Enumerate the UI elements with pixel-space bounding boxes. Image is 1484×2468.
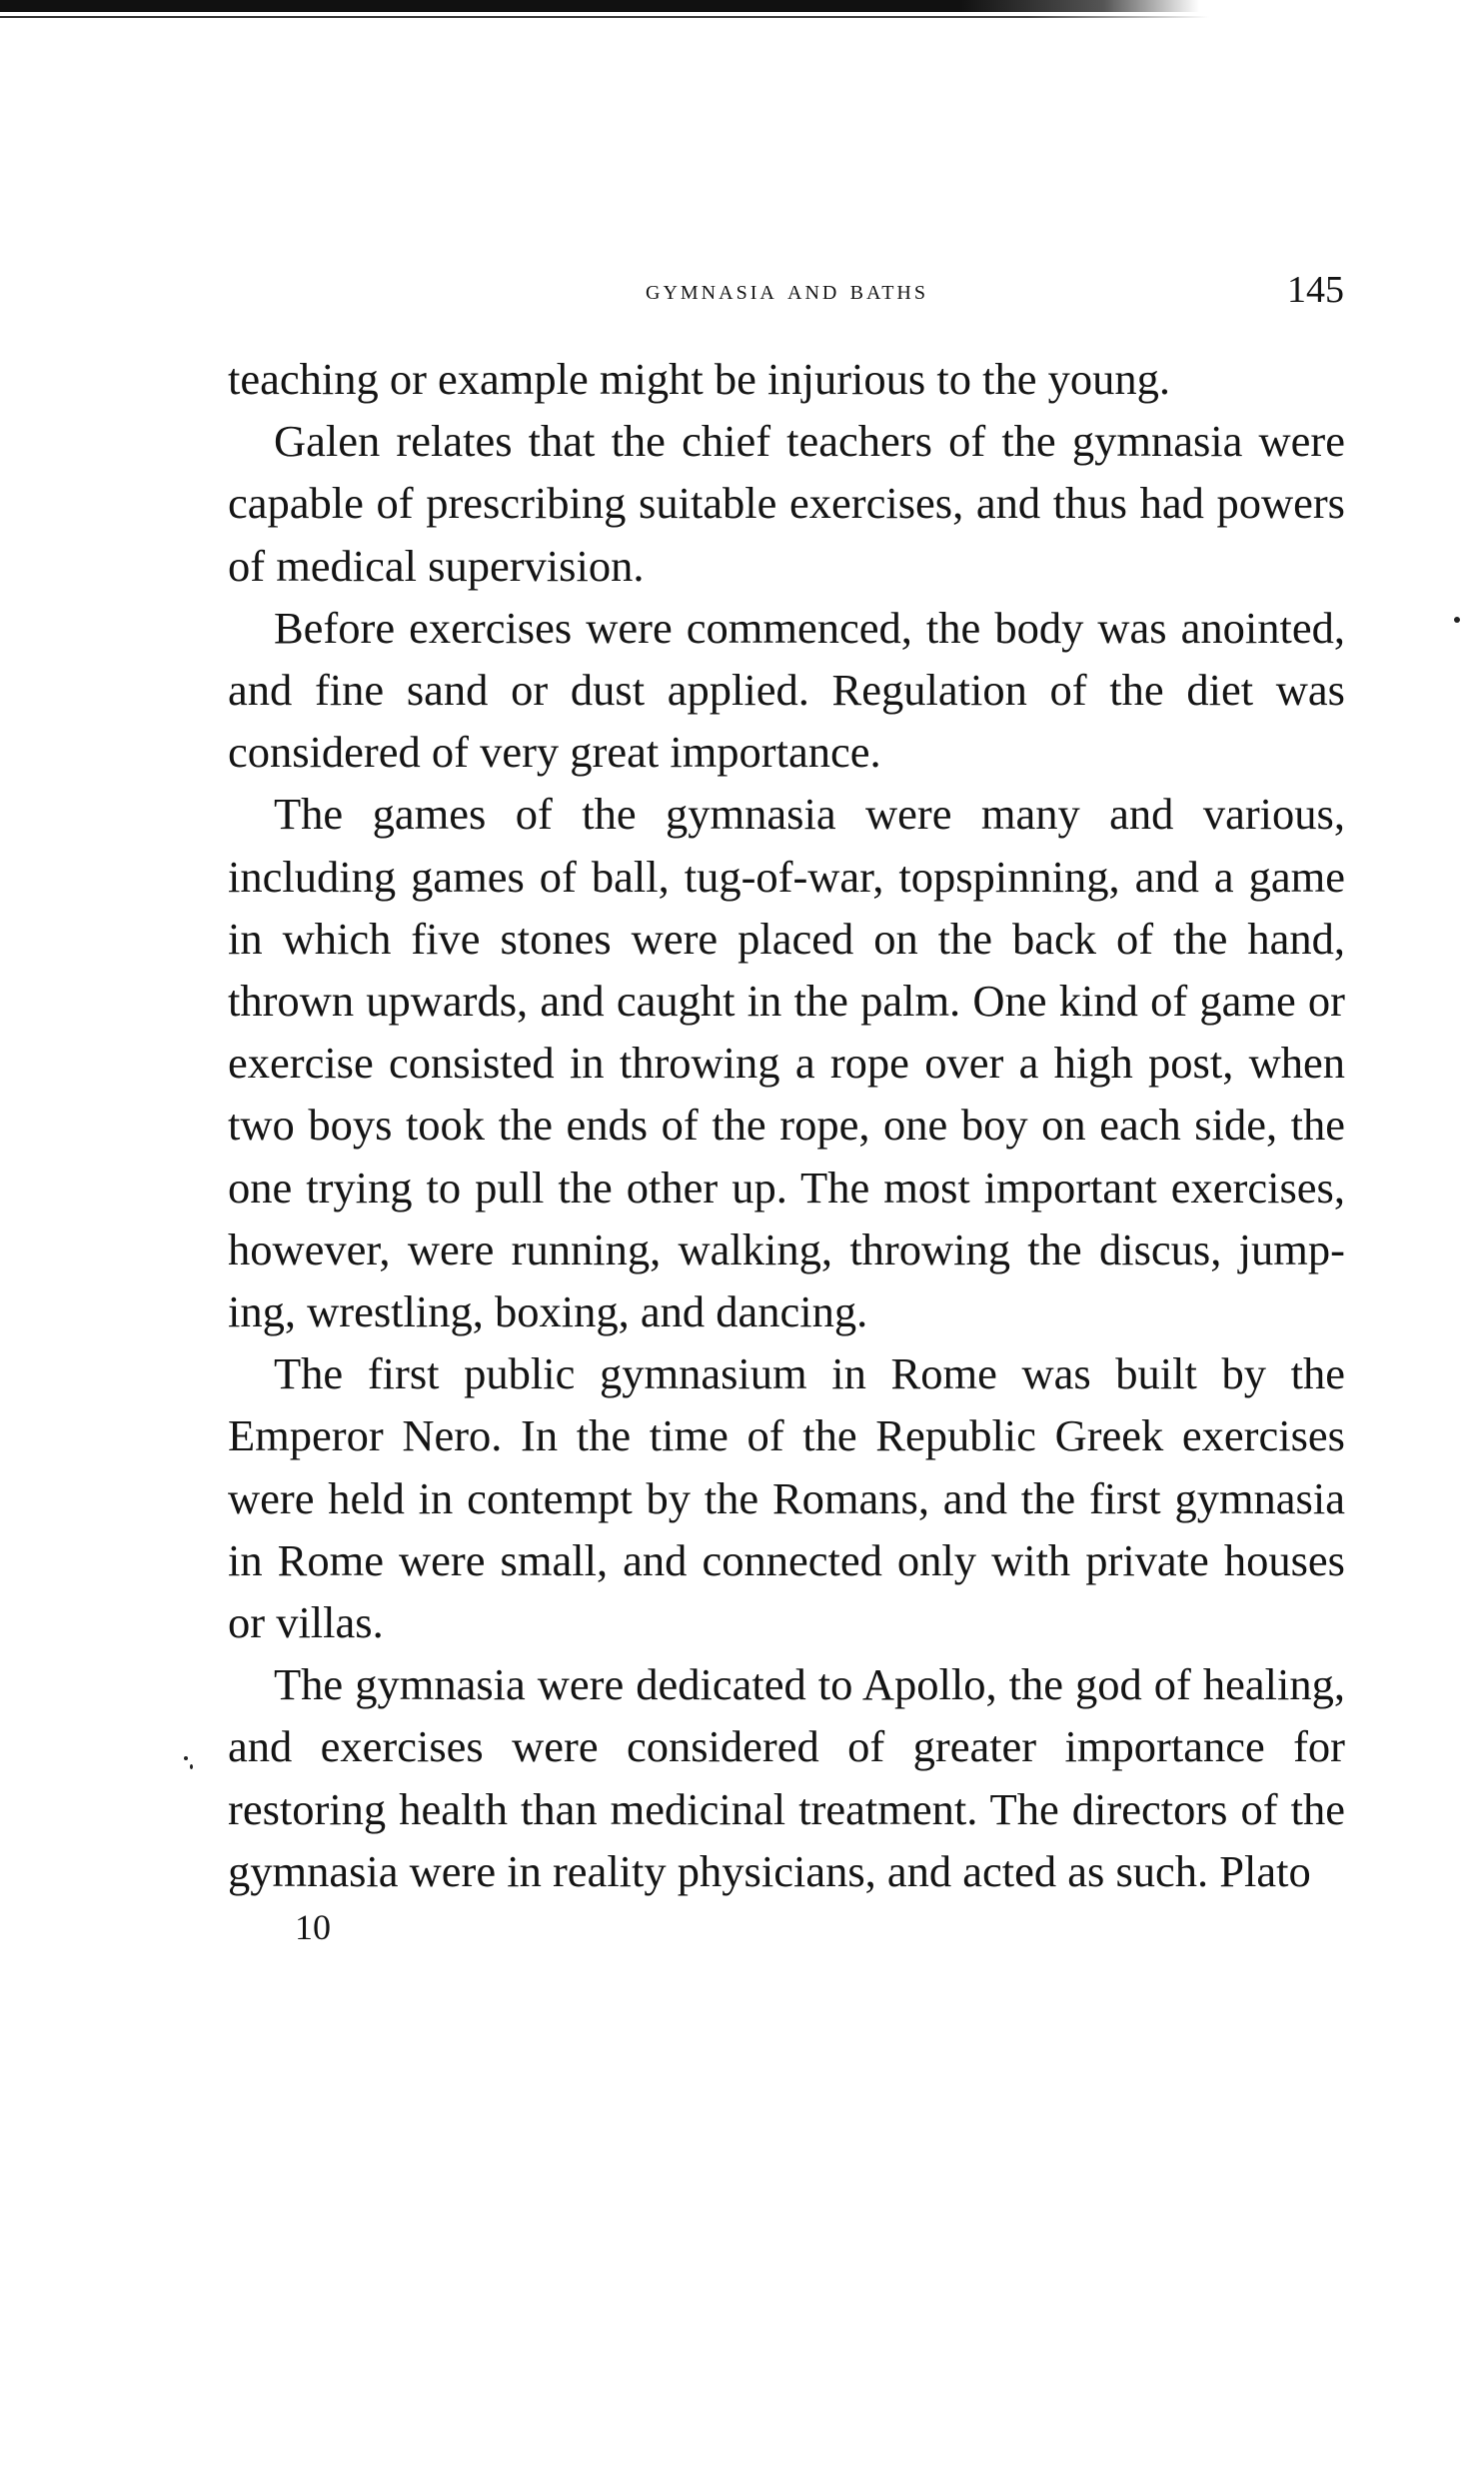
margin-speck	[1454, 617, 1460, 623]
paragraph: The first public gymnasium in Rome was built by the Emperor Nero. In the time of the Republic Greek exercises were held in contempt by the Romans, and the first gymnasia in Rome were small, and connected only with private houses or villas.	[228, 1348, 1345, 1648]
page-header	[230, 268, 1344, 318]
body-text	[228, 348, 1345, 1902]
top-border-rule-thin	[0, 16, 1209, 18]
paragraph: Galen relates that the chief teachers of the gymnasia were capable of prescribing suitable exercises, and thus had powers of medical supervision.	[228, 416, 1345, 591]
signature-mark: 10	[295, 1907, 331, 1947]
margin-speck	[190, 1764, 193, 1769]
margin-speck	[184, 1756, 188, 1760]
running-title: gymnasia and baths	[646, 274, 928, 306]
paragraph: The games of the gymnasia were many and various, including games of ball, tug-of-war, topspinning, and a game in which five stones were placed on the back of the hand, thrown upwards, and caught in the palm. One kind of game or exercise consisted in throwing a rope over a high post, when two boys took the ends of the rope, one boy on each side, the one trying to pull the other up. The most important exercises, however, were running, walking, throwing the discus, jumping, wrestling, boxing, and dancing.	[228, 789, 1345, 1337]
paragraph: The gymnasia were dedicated to Apollo, the god of healing, and exercises were considered of greater importance for restoring health than medicinal treatment. The directors of the gymnasia were in reality physicians, and acted as such. Plato	[228, 1659, 1345, 1896]
page-number: 145	[1287, 269, 1344, 311]
paragraph: teaching or example might be injurious to the young.	[228, 354, 1170, 404]
top-border-rule	[0, 0, 1199, 12]
paragraph: Before exercises were commenced, the body was anointed, and fine sand or dust applied. Regulation of the diet was considered of very great importance.	[228, 602, 1345, 778]
